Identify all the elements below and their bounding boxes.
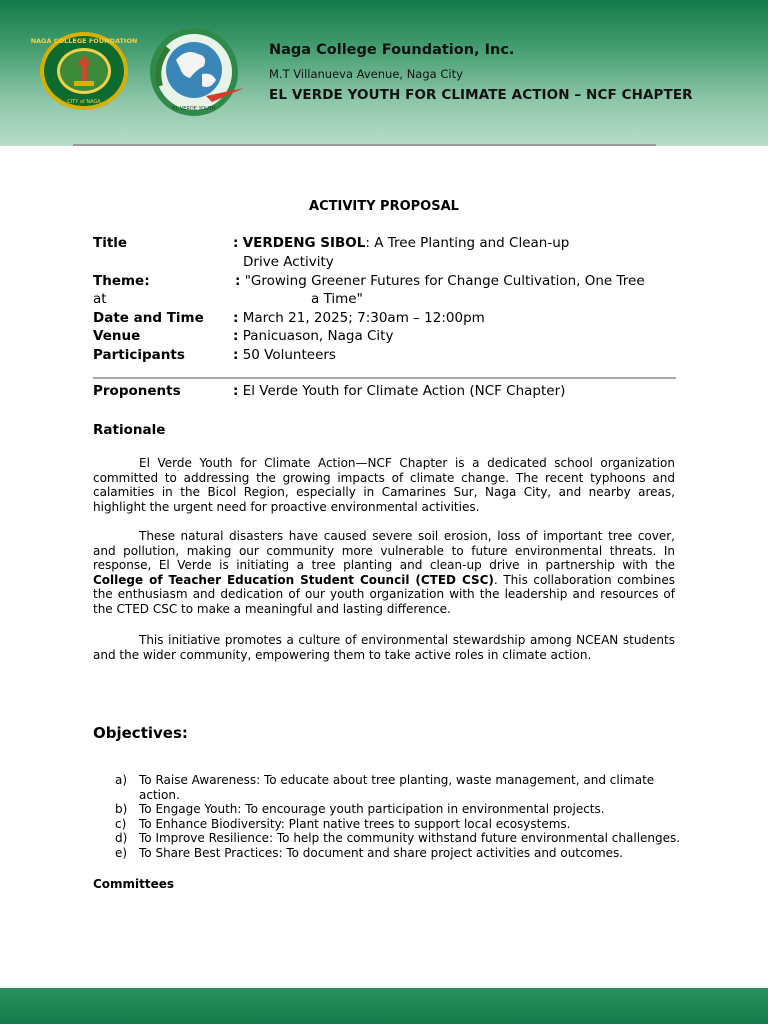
title-value <box>233 235 569 251</box>
objective-item <box>93 817 693 832</box>
theme-colon: : <box>235 273 241 289</box>
date-value <box>233 310 485 326</box>
title-colon: : <box>233 235 239 251</box>
rationale-p2-partner: College of Teacher Education Student Council (CTED CSC) <box>93 572 494 587</box>
proponents-colon: : <box>233 383 239 399</box>
venue-colon: : <box>233 328 239 344</box>
participants-label: Participants <box>93 347 185 363</box>
objective-text: To Engage Youth: To encourage youth participation in environmental projects. <box>139 802 605 817</box>
organization-chapter: EL VERDE YOUTH FOR CLIMATE ACTION – NCF CHAPTER <box>269 87 693 103</box>
objective-text: To Share Best Practices: To document and share project activities and outcomes. <box>139 845 624 860</box>
rationale-heading: Rationale <box>93 422 166 438</box>
rationale-paragraph-2 <box>93 529 675 617</box>
title-description: : A Tree Planting and Clean-up <box>365 235 570 251</box>
proponents-value <box>233 383 565 399</box>
rationale-p2-closing: . This collaboration combines the enthusiasm and dedication of our youth organization with the leadership and resources of the CTED CSC to make a meaningful and lasting difference. <box>93 572 676 616</box>
theme-label: Theme: <box>93 273 150 289</box>
seal-ring-text: NAGA COLLEGE FOUNDATION <box>30 37 138 45</box>
title-label: Title <box>93 235 128 251</box>
objectives-list <box>93 773 693 861</box>
committees-heading: Committees <box>93 877 175 891</box>
section-divider <box>93 377 676 379</box>
objective-marker: c) <box>115 816 127 831</box>
objective-marker: a) <box>115 773 128 787</box>
theme-at: at <box>93 291 107 307</box>
title-activity-name: VERDENG SIBOL <box>242 235 366 251</box>
objective-marker: d) <box>115 831 128 846</box>
organization-name: Naga College Foundation, Inc. <box>269 42 515 58</box>
proponents-label: Proponents <box>93 383 181 399</box>
date-colon: : <box>233 310 239 326</box>
organization-address: M.T Villanueva Avenue, Naga City <box>269 67 463 81</box>
participants-colon: : <box>233 347 239 363</box>
objective-marker: e) <box>115 845 128 860</box>
el-verde-globe-logo <box>146 26 246 118</box>
objective-item <box>93 831 693 846</box>
objective-marker: b) <box>115 802 128 817</box>
theme-value-line2: a Time" <box>311 291 363 307</box>
objective-item <box>93 773 693 802</box>
objective-text: To Improve Resilience: To help the community withstand future environmental challenges. <box>139 831 681 846</box>
letterhead <box>0 0 768 146</box>
venue-value <box>233 328 393 344</box>
objective-item <box>93 846 693 861</box>
participants-value <box>233 347 336 363</box>
footer-band <box>0 988 768 1024</box>
objective-item <box>93 802 693 817</box>
objectives-heading: Objectives: <box>93 724 188 742</box>
date-text: March 21, 2025; 7:30am – 12:00pm <box>242 310 485 326</box>
rationale-p2-intro: These natural disasters have caused severe soil erosion, loss of important tree cover, and pollution, making our community more vulnerable to future environmental threats. In response, El Verde is initiating a tree planting and clean-up drive in partnership with the <box>93 529 675 573</box>
title-value-line2: Drive Activity <box>243 254 334 270</box>
venue-label: Venue <box>93 328 141 344</box>
venue-text: Panicuason, Naga City <box>242 328 394 344</box>
document-title: ACTIVITY PROPOSAL <box>309 199 459 214</box>
theme-text: "Growing Greener Futures for Change Cultivation, One Tree <box>244 273 645 289</box>
objective-text: To Enhance Biodiversity: Plant native trees to support local ecosystems. <box>139 816 571 831</box>
date-label: Date and Time <box>93 310 204 326</box>
proponents-text: El Verde Youth for Climate Action (NCF Chapter) <box>242 383 566 399</box>
rationale-paragraph-1: El Verde Youth for Climate Action—NCF Chapter is a dedicated school organization committed to addressing the growing impacts of climate change. The recent typhoons and calamities in the Bicol Region, especially in Camarines Sur, Naga City, and nearby areas, highlight the urgent need for proactive environmental activities. <box>93 456 675 514</box>
objective-text: To Raise Awareness: To educate about tree planting, waste management, and climate action. <box>139 773 655 802</box>
seal-ring-subtext: CITY of NAGA <box>67 99 101 105</box>
ncf-seal-logo <box>30 31 138 111</box>
rationale-paragraph-3: This initiative promotes a culture of environmental stewardship among NCEAN students and the wider community, empowering them to take active roles in climate action. <box>93 633 675 662</box>
participants-text: 50 Volunteers <box>242 347 336 363</box>
theme-value <box>235 273 645 289</box>
header-divider <box>73 144 656 146</box>
logo-ring-text: EL VERDE YOUTH <box>172 106 216 112</box>
